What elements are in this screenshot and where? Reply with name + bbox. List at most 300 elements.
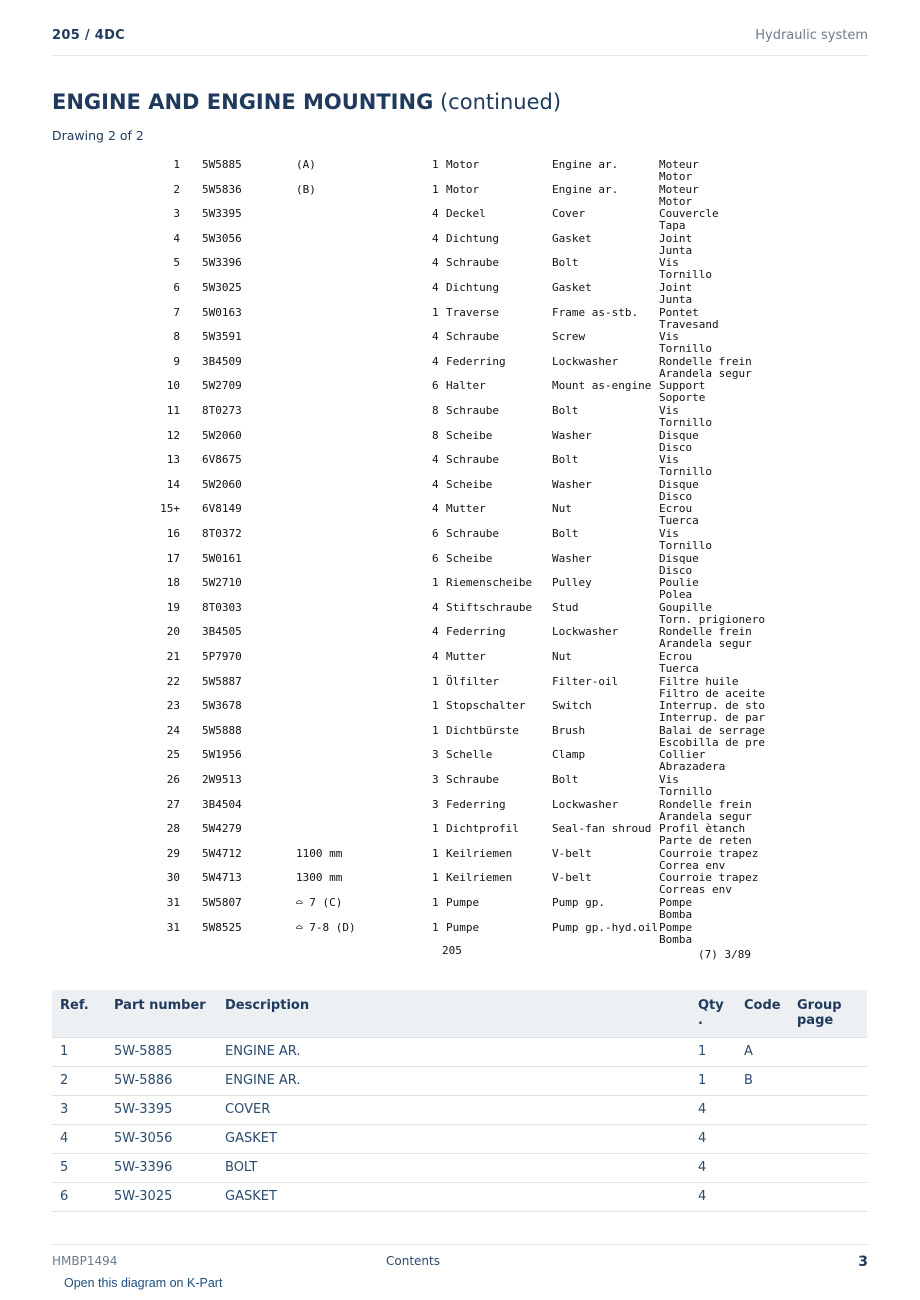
scan-cell-ref: 3 [173,207,180,221]
scan-cell-ref: 31 [166,920,180,934]
scan-cell-qty: 1 [432,871,439,885]
scan-cell-qty: 1 [432,846,439,860]
scan-cell-de: Stiftschraube [446,600,533,614]
scan-cell-es: Arandela segur [659,637,752,651]
scan-cell-fr: Moteur [659,182,699,196]
scan-cell-fr: Courroie trapez [659,871,759,885]
scan-cell-part: 5W8525 [202,920,242,934]
scan-cell-fr: Support [659,379,706,393]
scan-row [150,152,770,183]
scan-row [150,496,770,528]
scan-cell-en: Lockwasher [552,797,619,811]
scan-cell-part: 8T0273 [202,404,242,417]
scan-cell-es: Motor [659,194,693,208]
scan-cell-fr: Balai de serrage [659,723,765,737]
cell-code [736,1096,789,1125]
scan-row [150,177,770,208]
scan-cell-en: V-belt [552,871,592,885]
scan-cell-es: Tornillo [659,539,712,552]
scan-cell-de: Riemenscheibe [446,576,533,590]
scan-cell-de: Dichtung [446,281,499,294]
scan-cell-en: Mount as-engine [552,379,652,393]
cell-desc: BOLT [217,1154,690,1183]
scan-cell-es: Tornillo [659,342,712,356]
scan-cell-ref: 9 [173,354,180,368]
scan-row [150,275,770,306]
scan-cell-qty: 3 [432,748,439,762]
scan-cell-fr: Rondelle frein [659,797,752,811]
scan-cell-ref: 12 [166,428,180,442]
table-row[interactable] [52,1038,867,1067]
scan-row [150,201,770,233]
scan-cell-part: 5W3025 [202,281,242,294]
scan-cell-en: Brush [552,723,586,737]
scan-cell-qty: 1 [432,182,439,196]
cell-qty: 4 [690,1125,736,1154]
scan-cell-es: Abrazadera [659,760,726,774]
scan-cell-es: Junta [659,293,693,306]
header-group-page: Group page [789,990,867,1038]
scan-cell-fr: Pontet [659,305,699,319]
scan-cell-de: Motor [446,182,480,196]
page-number: 3 [858,1254,868,1270]
scan-cell-ref: 14 [166,477,180,491]
scan-cell-de: Scheibe [446,428,493,442]
scan-cell-fr: Disque [659,428,699,442]
scan-cell-en: Bolt [552,256,579,270]
scan-cell-part: 5W2060 [202,428,242,442]
scan-row [150,472,770,503]
scan-row [150,644,770,675]
scan-cell-qty: 4 [432,600,439,614]
cell-ref: 1 [52,1038,106,1067]
scan-cell-note: 1300 mm [296,871,343,885]
scan-row [150,915,770,946]
scan-cell-ref: 2 [173,182,180,196]
cell-code [736,1154,789,1183]
scan-cell-de: Keilriemen [446,846,513,860]
scan-cell-es: Tornillo [659,416,712,429]
scan-cell-ref: 11 [166,404,180,417]
scan-cell-fr: Poulie [659,576,699,590]
scan-cell-part: 5W4713 [202,871,242,885]
scan-cell-en: Gasket [552,231,592,245]
scan-cell-part: 8T0303 [202,600,242,614]
scan-cell-es: Correa env [659,858,726,872]
scan-row [150,324,770,356]
scan-cell-qty: 8 [432,428,439,442]
table-row[interactable] [52,1125,867,1154]
scan-cell-part: 5W2709 [202,379,242,393]
table-row[interactable] [52,1096,867,1125]
scan-cell-part: 5W3056 [202,231,242,245]
scan-cell-part: 5W4279 [202,822,242,836]
scan-cell-es: Soporte [659,391,706,405]
scan-cell-es: Bomba [659,932,693,946]
cell-ref: 4 [52,1125,106,1154]
scan-cell-en: Bolt [552,527,579,540]
scan-row [150,521,770,552]
scan-cell-fr: Interrup. de sto [659,699,765,713]
scan-cell-qty: 6 [432,527,439,540]
cell-code [736,1125,789,1154]
scan-row [150,226,770,257]
document-id: HMBP1494 [52,1254,118,1268]
scan-cell-qty: 6 [432,551,439,565]
cell-desc: ENGINE AR. [217,1067,690,1096]
scan-cell-part: 3B4505 [202,625,242,639]
scan-cell-note: ⌓ 7-8 (D) [296,920,356,934]
scan-cell-es: Arandela segur [659,366,752,380]
scan-cell-en: Pump gp.-hyd.oil [552,920,658,934]
scan-cell-ref: 1 [173,158,180,171]
scan-cell-en: Lockwasher [552,625,619,639]
cell-part: 5W-3025 [106,1183,217,1212]
cell-group [789,1125,867,1154]
chapter-label: Hydraulic system [755,28,868,43]
scan-cell-de: Keilriemen [446,871,513,885]
scan-cell-part: 5W1956 [202,748,242,762]
scan-cell-note: (B) [296,182,316,196]
scan-cell-ref: 24 [166,723,180,737]
scan-cell-part: 3B4504 [202,797,242,811]
scan-cell-de: Mutter [446,650,486,663]
scan-cell-es: Tornillo [659,785,712,798]
cell-desc: GASKET [217,1125,690,1154]
scan-cell-ref: 8 [173,330,180,344]
scan-cell-qty: 1 [432,896,439,909]
scan-cell-es: Motor [659,170,693,183]
scan-cell-en: Engine ar. [552,158,619,171]
scan-cell-qty: 4 [432,625,439,639]
scan-cell-part: 3B4509 [202,354,242,368]
cell-desc: COVER [217,1096,690,1125]
cell-group [789,1096,867,1125]
scan-cell-fr: Vis [659,330,679,344]
scan-cell-en: Bolt [552,404,579,417]
scan-cell-ref: 22 [166,674,180,688]
scan-cell-part: 2W9513 [202,773,242,786]
scan-cell-ref: 13 [166,453,180,467]
cell-desc: GASKET [217,1183,690,1212]
scan-cell-ref: 6 [173,281,180,294]
header-code: Code [736,990,789,1038]
page-title [52,90,561,114]
cell-qty: 4 [690,1183,736,1212]
scan-cell-es: Parte de reten [659,834,752,848]
scan-cell-part: 5W5836 [202,182,242,196]
scan-row [150,349,770,380]
scan-cell-de: Deckel [446,207,486,221]
scan-cell-en: Switch [552,699,592,713]
scan-cell-de: Traverse [446,305,499,319]
header-qty: Qty . [690,990,736,1038]
scan-cell-fr: Joint [659,231,693,245]
scan-row [150,718,770,749]
scan-cell-de: Federring [446,625,506,639]
scan-cell-fr: Pompe [659,920,693,934]
scan-cell-ref: 28 [166,822,180,836]
scan-cell-part: 6V8149 [202,502,242,516]
scan-cell-en: Nut [552,502,572,516]
cell-part: 5W-5885 [106,1038,217,1067]
scan-cell-de: Ölfilter [446,674,499,688]
scan-cell-de: Federring [446,354,506,368]
scan-page-number: 205 [442,944,462,957]
scan-cell-part: 5W3395 [202,207,242,221]
cell-qty: 4 [690,1096,736,1125]
scan-cell-es: Disco [659,489,693,503]
cell-qty: 1 [690,1067,736,1096]
scan-cell-de: Schraube [446,453,499,467]
scan-row [150,619,770,651]
header-ref: Ref. [52,990,106,1038]
scan-cell-fr: Rondelle frein [659,625,752,639]
scan-cell-qty: 1 [432,158,439,171]
scan-cell-ref: 23 [166,699,180,713]
scan-cell-note: 1100 mm [296,846,343,860]
scan-row [150,423,770,454]
scan-cell-ref: 18 [166,576,180,590]
scan-cell-es: Arandela segur [659,809,752,823]
scan-row [150,841,770,872]
scan-cell-fr: Goupille [659,600,712,614]
scan-cell-fr: Joint [659,281,693,294]
cell-code [736,1183,789,1212]
scan-cell-de: Dichtprofil [446,822,519,836]
scan-cell-qty: 1 [432,576,439,590]
scan-row [150,250,770,282]
open-kpart-link[interactable]: Open this diagram on K-Part [64,1276,223,1290]
scan-cell-es: Tapa [659,219,686,233]
scan-row [150,595,770,626]
scan-cell-fr: Vis [659,453,679,467]
table-row[interactable] [52,1183,867,1212]
scan-date-code: (7) 3/89 [698,948,751,961]
scan-cell-qty: 4 [432,256,439,270]
scan-cell-ref: 30 [166,871,180,885]
scan-cell-fr: Profil ètanch [659,822,746,836]
scan-cell-fr: Filtre huile [659,674,739,688]
scan-cell-qty: 1 [432,822,439,836]
scan-cell-de: Dichtung [446,231,499,245]
scan-cell-qty: 4 [432,354,439,368]
scan-cell-part: 5W3591 [202,330,242,344]
scan-row [150,890,770,921]
scan-cell-es: Travesand [659,317,719,331]
scan-cell-es: Disco [659,563,693,577]
table-row[interactable] [52,1067,867,1096]
scan-cell-en: Stud [552,600,579,614]
header-part-number: Part number [106,990,217,1038]
scan-cell-note: ⌓ 7 (C) [296,896,343,909]
scan-row [150,742,770,774]
scan-cell-part: 5P7970 [202,650,242,663]
scan-cell-de: Stopschalter [446,699,526,713]
scan-cell-part: 8T0372 [202,527,242,540]
scan-cell-de: Scheibe [446,551,493,565]
scan-cell-part: 5W5887 [202,674,242,688]
scan-cell-de: Halter [446,379,486,393]
scan-cell-fr: Ecrou [659,650,693,663]
scan-cell-en: Washer [552,477,592,491]
scan-cell-fr: Vis [659,773,679,786]
cell-code: B [736,1067,789,1096]
scan-cell-qty: 1 [432,699,439,713]
scan-cell-es: Bomba [659,908,693,921]
cell-ref: 3 [52,1096,106,1125]
scan-cell-qty: 4 [432,281,439,294]
scan-cell-ref: 16 [166,527,180,540]
cell-group [789,1154,867,1183]
scan-cell-es: Tornillo [659,465,712,479]
scan-cell-qty: 1 [432,920,439,934]
scan-cell-qty: 4 [432,453,439,467]
scan-cell-qty: 1 [432,674,439,688]
scan-row [150,693,770,725]
scan-cell-fr: Couvercle [659,207,719,221]
scan-cell-ref: 4 [173,231,180,245]
scan-cell-de: Schraube [446,773,499,786]
scan-cell-ref: 26 [166,773,180,786]
scan-cell-de: Motor [446,158,480,171]
parts-table-header [52,990,867,1038]
table-row[interactable] [52,1154,867,1183]
scan-cell-en: Washer [552,428,592,442]
scan-cell-fr: Disque [659,477,699,491]
scan-cell-part: 6V8675 [202,453,242,467]
cell-code: A [736,1038,789,1067]
scan-cell-qty: 4 [432,477,439,491]
scan-cell-qty: 4 [432,231,439,245]
scan-cell-de: Mutter [446,502,486,516]
scan-cell-en: Pulley [552,576,592,590]
scan-cell-ref: 29 [166,846,180,860]
scan-cell-es: Tuerca [659,514,699,528]
scan-cell-note: (A) [296,158,316,171]
scan-cell-es: Disco [659,440,693,454]
drawing-subtitle: Drawing 2 of 2 [52,128,144,143]
scan-cell-es: Tornillo [659,268,712,282]
scan-row [150,669,770,700]
cell-qty: 4 [690,1154,736,1183]
section-label: 205 / 4DC [52,28,126,43]
title-main: ENGINE AND ENGINE MOUNTING [52,90,434,114]
scan-cell-en: Filter-oil [552,674,619,688]
scan-cell-fr: Pompe [659,896,693,909]
scan-cell-part: 5W5888 [202,723,242,737]
scan-cell-es: Correas env [659,883,732,897]
scan-cell-en: V-belt [552,846,592,860]
page-header [52,28,868,56]
scan-row [150,570,770,602]
scan-cell-fr: Vis [659,404,679,417]
scan-row [150,792,770,823]
scan-row [150,546,770,577]
contents-link[interactable]: Contents [386,1254,440,1268]
cell-group [789,1183,867,1212]
scan-row [150,447,770,479]
scan-row [150,373,770,405]
scan-cell-ref: 5 [173,256,180,270]
scan-cell-de: Pumpe [446,896,480,909]
page-footer [52,1244,868,1274]
scan-cell-ref: 19 [166,600,180,614]
scan-cell-es: Tuerca [659,662,699,675]
scan-cell-fr: Moteur [659,158,699,171]
scan-row [150,865,770,897]
scan-cell-fr: Courroie trapez [659,846,759,860]
scan-cell-part: 5W3678 [202,699,242,713]
scan-cell-fr: Ecrou [659,502,693,516]
scan-cell-ref: 31 [166,896,180,909]
scan-cell-part: 5W5807 [202,896,242,909]
scan-cell-en: Bolt [552,773,579,786]
scan-row [150,398,770,429]
scan-cell-ref: 7 [173,305,180,319]
header-description: Description [217,990,690,1038]
scan-cell-en: Cover [552,207,586,221]
scan-cell-es: Junta [659,243,693,257]
cell-part: 5W-3395 [106,1096,217,1125]
scan-row [150,300,770,331]
scan-cell-en: Washer [552,551,592,565]
cell-part: 5W-3056 [106,1125,217,1154]
scan-cell-de: Schelle [446,748,493,762]
scan-cell-qty: 3 [432,797,439,811]
scan-cell-en: Nut [552,650,572,663]
scan-cell-part: 5W4712 [202,846,242,860]
scan-cell-fr: Vis [659,527,679,540]
scan-cell-part: 5W2710 [202,576,242,590]
scan-cell-en: Clamp [552,748,586,762]
scan-row [150,767,770,798]
scan-cell-ref: 25 [166,748,180,762]
scan-cell-de: Schraube [446,527,499,540]
scan-cell-en: Engine ar. [552,182,619,196]
scan-cell-qty: 6 [432,379,439,393]
title-suffix: (continued) [433,90,562,114]
scan-cell-part: 5W5885 [202,158,242,171]
scan-cell-en: Pump gp. [552,896,605,909]
scan-cell-part: 5W3396 [202,256,242,270]
cell-ref: 6 [52,1183,106,1212]
scan-cell-ref: 21 [166,650,180,663]
scan-cell-part: 5W2060 [202,477,242,491]
scan-cell-part: 5W0163 [202,305,242,319]
scan-cell-de: Federring [446,797,506,811]
scan-cell-de: Pumpe [446,920,480,934]
scan-cell-ref: 20 [166,625,180,639]
scan-cell-es: Polea [659,588,693,602]
scan-cell-qty: 4 [432,502,439,516]
scan-cell-qty: 4 [432,330,439,344]
scan-cell-qty: 3 [432,773,439,786]
scan-cell-en: Seal-fan shroud [552,822,652,836]
scan-cell-fr: Vis [659,256,679,270]
scan-cell-qty: 1 [432,723,439,737]
scan-cell-es: Escobilla de pre [659,735,765,749]
scan-cell-part: 5W0161 [202,551,242,565]
scan-cell-qty: 1 [432,305,439,319]
scan-cell-es: Interrup. de par [659,711,765,725]
cell-ref: 2 [52,1067,106,1096]
scan-cell-en: Frame as-stb. [552,305,639,319]
scan-cell-ref: 17 [166,551,180,565]
cell-qty: 1 [690,1038,736,1067]
cell-part: 5W-5886 [106,1067,217,1096]
scan-row [150,816,770,848]
